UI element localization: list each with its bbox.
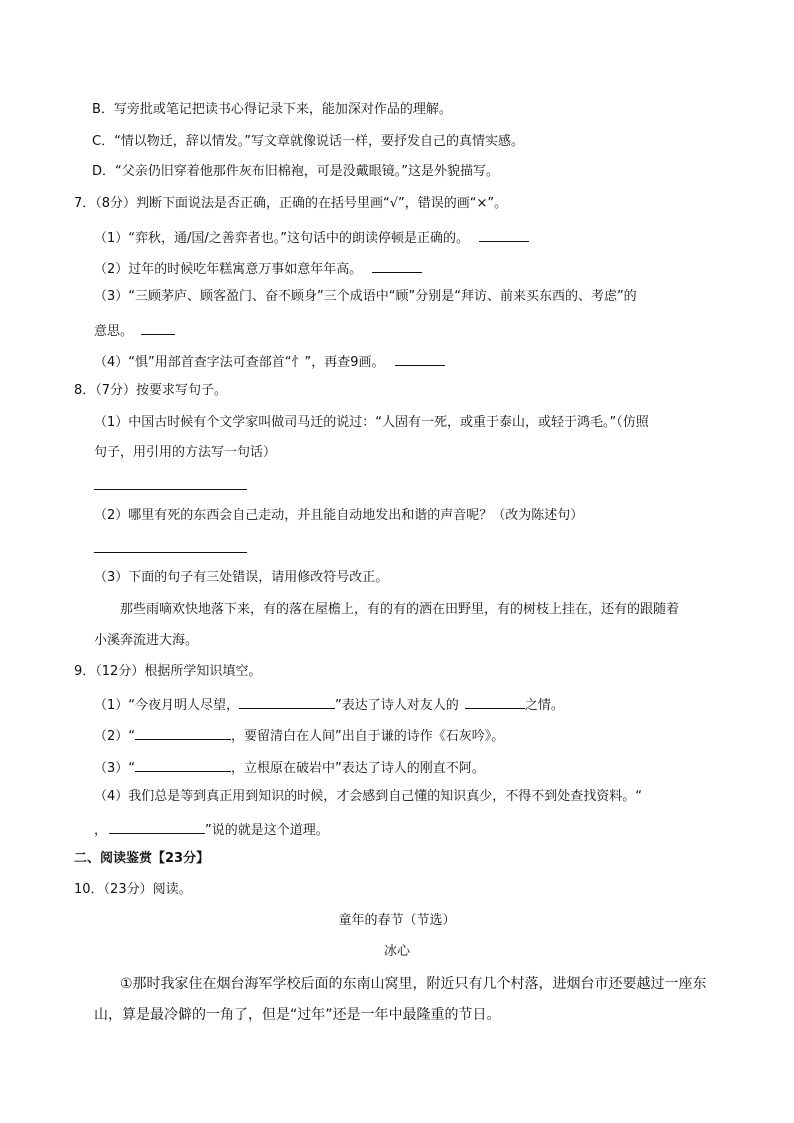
question-7-2: [94, 259, 422, 278]
question-8-2: （2）哪里有死的东西会自己走动，并且能自动地发出和谐的声音呢？（改为陈述句）: [94, 508, 584, 523]
passage-author: 冰心: [383, 944, 410, 959]
answer-blank[interactable]: [239, 695, 335, 709]
question-7-2-text: （2）过年的时候吃年糕寓意万事如意年年高。: [94, 262, 363, 277]
passage-title: 童年的春节（节选）: [338, 913, 456, 928]
question-9-4b: [94, 820, 329, 839]
question-9-1-text-c: 之情。: [524, 698, 564, 713]
answer-blank[interactable]: [465, 695, 525, 709]
question-9-4a: （4）我们总是等到真正用到知识的时候，才会感到自己懂的知识真少，不得不到处查找资料。“: [94, 789, 643, 804]
question-7-3a: （3）“三顾茅庐、顾客盈门、奋不顾身”三个成语中“顾”分别是“拜访、前来买东西的、考虑”的: [94, 289, 637, 304]
answer-blank[interactable]: [135, 758, 231, 772]
question-8-3-passage-2: 小溪奔流进大海。: [94, 633, 199, 648]
answer-blank[interactable]: [109, 820, 205, 834]
answer-blank[interactable]: [372, 259, 422, 273]
question-8-3-passage-1: 那些雨嘀欢快地落下来，有的落在屋檐上，有的有的洒在田野里，有的树枝上挂在，还有的跟随着: [120, 602, 680, 617]
question-9-3-text-a: （3）“: [94, 761, 136, 776]
question-7-4-text: （4）“惧”用部首查字法可查部首“忄”，再查9画。: [94, 355, 385, 370]
section-2-heading: 二、阅读鉴赏【23分】: [74, 851, 210, 866]
passage-paragraph-1b: 山，算是最冷僻的一角了，但是“过年”还是一年中最隆重的节日。: [94, 1007, 501, 1023]
question-7-1: [94, 228, 529, 247]
question-9: 9．（12分）根据所学知识填空。: [74, 664, 262, 679]
question-10: 10．（23分）阅读。: [74, 882, 192, 897]
question-7: 7．（8分）判断下面说法是否正确，正确的在括号里画“√”，错误的画“×”。: [74, 196, 508, 211]
question-9-1-text-a: （1）“今夜月明人尽望，: [94, 698, 240, 713]
option-b: B．写旁批或笔记把读书心得记录下来，能加深对作品的理解。: [92, 102, 452, 117]
passage-paragraph-1a: ①那时我家住在烟台海军学校后面的东南山窝里，附近只有几个村落，进烟台市还要越过一座东: [120, 976, 707, 992]
answer-blank[interactable]: [141, 321, 175, 335]
question-8-1b: 句子，用引用的方法写一句话）: [94, 445, 277, 460]
question-7-3-text: 意思。: [94, 324, 134, 339]
question-9-2-text-b: ，要留清白在人间”出自于谦的诗作《石灰吟》。: [231, 729, 505, 744]
question-8: 8．（7分）按要求写句子。: [74, 383, 228, 398]
question-8-3: （3）下面的句子有三处错误，请用修改符号改正。: [94, 570, 389, 585]
question-9-2-text-a: （2）“: [94, 729, 136, 744]
question-9-1-text-b: ”表达了诗人对友人的: [335, 698, 459, 713]
question-9-1: [94, 695, 564, 714]
answer-blank[interactable]: [395, 352, 445, 366]
question-9-4-text-c: ”说的就是这个道理。: [205, 823, 329, 838]
question-9-4-text-b: ，: [94, 823, 108, 838]
question-9-2: [94, 726, 504, 745]
question-7-1-text: （1）“弈秋，通/国/之善弈者也。”这句话中的朗读停顿是正确的。: [94, 231, 470, 246]
option-c: C．“情以物迁，辞以情发。”写文章就像说话一样，要抒发自己的真情实感。: [92, 134, 525, 149]
answer-blank[interactable]: [135, 726, 231, 740]
question-9-3-text-b: ，立根原在破岩中”表达了诗人的刚直不阿。: [231, 761, 485, 776]
question-7-3b: [94, 321, 175, 340]
answer-line[interactable]: [94, 552, 247, 553]
option-d: D．“父亲仍旧穿着他那件灰布旧棉袍，可是没戴眼镜。”这是外貌描写。: [92, 164, 499, 179]
answer-line[interactable]: [94, 489, 247, 490]
question-9-3: [94, 758, 485, 777]
question-8-1a: （1）中国古时候有个文学家叫做司马迁的说过：“人固有一死，或重于泰山，或轻于鸿毛。”（仿照: [94, 415, 649, 430]
answer-blank[interactable]: [479, 228, 529, 242]
question-7-4: [94, 352, 445, 371]
